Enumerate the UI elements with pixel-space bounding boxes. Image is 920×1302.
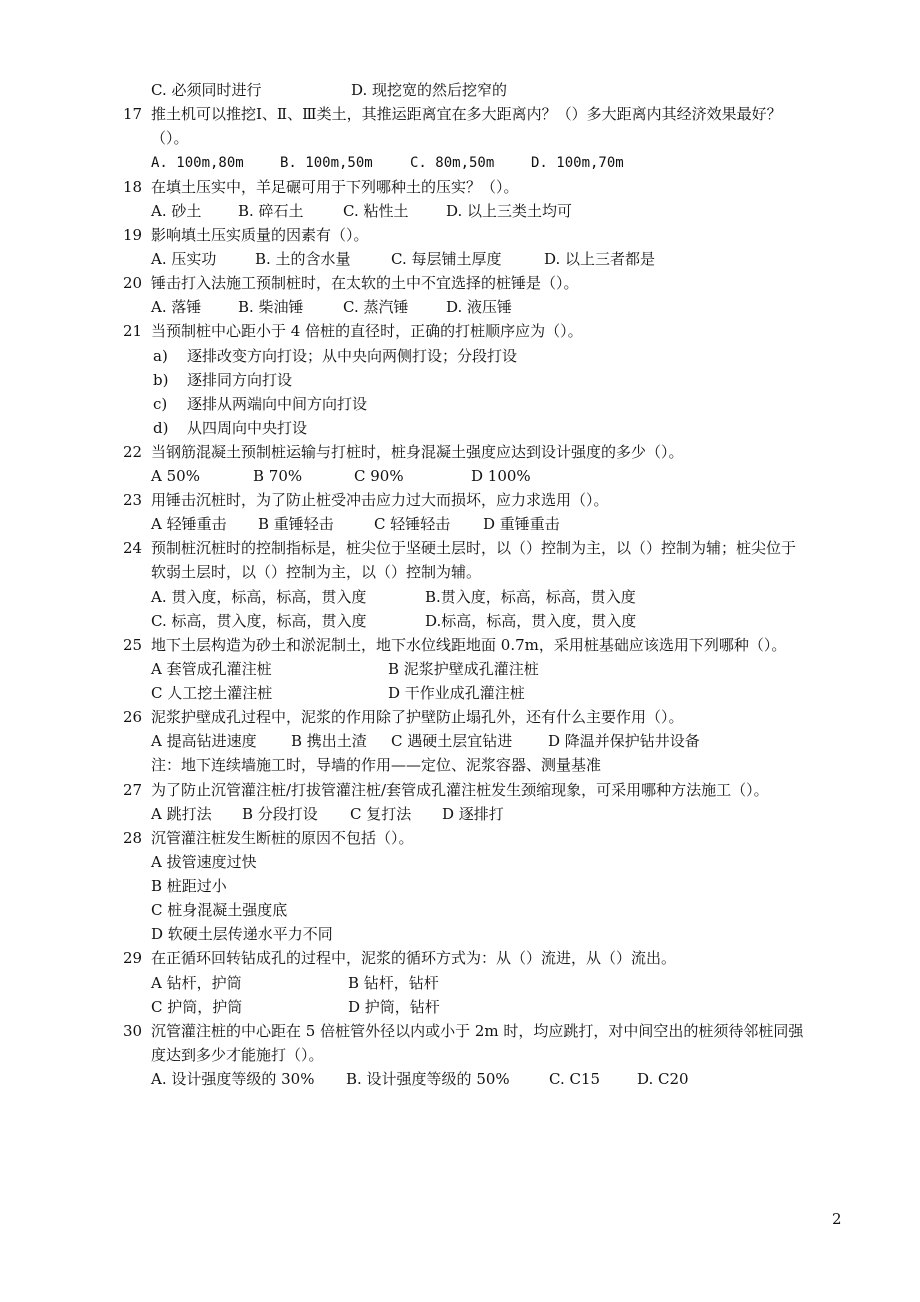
question-number: 27 — [123, 781, 143, 799]
question-text: 在填土压实中，羊足碾可用于下列哪种土的压实？（）。 — [151, 178, 519, 196]
option-b: B. 柴油锤 — [238, 298, 304, 316]
option-d: D. 以上三类土均可 — [446, 202, 573, 220]
option-d: D.标高，标高，贯入度，贯入度 — [425, 612, 637, 630]
question-text: 锤击打入法施工预制桩时，在太软的土中不宜选择的桩锤是（）。 — [151, 274, 579, 292]
question-number: 19 — [123, 226, 143, 244]
question-number: 23 — [123, 491, 143, 509]
option-d: D 软硬土层传递水平力不同 — [151, 925, 333, 943]
sub-text: 逐排改变方向打设；从中央向两侧打设；分段打设 — [187, 347, 518, 365]
sub-label: c) — [153, 395, 168, 413]
question-text: 度达到多少才能施打（）。 — [151, 1046, 324, 1064]
option-c: C 护筒，护筒 — [151, 998, 243, 1016]
option-b: B. 100m,50m — [280, 155, 373, 171]
option-d: D. C20 — [637, 1070, 689, 1088]
note-text: 注：地下连续墙施工时，导墙的作用——定位、泥浆容器、测量基准 — [151, 756, 602, 774]
option-c: C. 80m,50m — [410, 155, 495, 171]
question-text: 地下土层构造为砂土和淤泥制土，地下水位线距地面 0.7m，采用桩基础应该选用下列哪种（）。 — [151, 636, 787, 654]
option-d: D. 100m,70m — [531, 155, 624, 171]
question-text: 泥浆护壁成孔过程中，泥浆的作用除了护壁防止塌孔外，还有什么主要作用（）。 — [151, 708, 684, 726]
question-text: 为了防止沉管灌注桩/打拔管灌注桩/套管成孔灌注桩发生颈缩现象，可采用哪种方法施工（）。 — [151, 781, 769, 799]
option-a: A. 100m,80m — [151, 155, 244, 171]
question-text: 当预制桩中心距小于 4 倍桩的直径时，正确的打桩顺序应为（）。 — [151, 322, 583, 340]
option-a: A 钻杆，护筒 — [151, 974, 242, 992]
question-text: 推土机可以推挖Ⅰ、Ⅱ、Ⅲ类土，其推运距离宜在多大距离内？（）多大距离内其经济效果最好？ — [151, 105, 782, 123]
option-c: C 复打法 — [350, 805, 412, 823]
option-c: C 桩身混凝土强度底 — [151, 901, 288, 919]
option-b: B 分段打设 — [242, 805, 318, 823]
question-text: 在正循环回转钻成孔的过程中，泥浆的循环方式为：从（）流进，从（）流出。 — [151, 949, 677, 967]
question-number: 25 — [123, 636, 143, 654]
option-a: A 轻锤重击 — [151, 515, 227, 533]
question-number: 24 — [123, 539, 143, 557]
option-d: D 逐排打 — [442, 805, 504, 823]
option-b: B. 碎石土 — [238, 202, 304, 220]
option-c: C. 每层铺土厚度 — [391, 250, 502, 268]
question-text: 预制桩沉桩时的控制指标是，桩尖位于坚硬土层时，以（）控制为主，以（）控制为辅；桩尖位于 — [151, 539, 797, 557]
question-number: 18 — [123, 178, 143, 196]
option-a: A 拔管速度过快 — [151, 853, 257, 871]
option-b: B 桩距过小 — [151, 877, 227, 895]
sub-text: 逐排同方向打设 — [187, 371, 293, 389]
question-number: 22 — [123, 443, 143, 461]
option-c: C. C15 — [549, 1070, 601, 1088]
question-number: 20 — [123, 274, 143, 292]
option-c: C. 蒸汽锤 — [343, 298, 409, 316]
option-b: B 泥浆护壁成孔灌注桩 — [388, 660, 539, 678]
question-text: 用锤击沉桩时，为了防止桩受冲击应力过大而损坏，应力求选用（）。 — [151, 491, 609, 509]
option-a: A 提高钻进速度 — [151, 732, 257, 750]
option-a: A 跳打法 — [151, 805, 212, 823]
option-b: B 钻杆，钻杆 — [348, 974, 439, 992]
sub-label: d) — [153, 419, 169, 437]
option-a: A. 压实功 — [151, 250, 217, 268]
option-c: C 轻锤轻击 — [374, 515, 451, 533]
option-b: B 携出土渣 — [291, 732, 367, 750]
question-number: 29 — [123, 949, 143, 967]
question-text: 当钢筋混凝土预制桩运输与打桩时，桩身混凝土强度应达到设计强度的多少（）。 — [151, 443, 684, 461]
question-number: 28 — [123, 829, 143, 847]
option-c: C. 标高，贯入度，标高，贯入度 — [151, 612, 367, 630]
question-number: 17 — [123, 105, 143, 123]
option-c: C 人工挖土灌注桩 — [151, 684, 273, 702]
question-number: 26 — [123, 708, 143, 726]
sub-text: 逐排从两端向中间方向打设 — [187, 395, 368, 413]
question-number: 21 — [123, 322, 143, 340]
question-text: 影响填土压实质量的因素有（）。 — [151, 226, 369, 244]
option-c: C 90% — [354, 467, 404, 485]
option-b: B.贯入度，标高，标高，贯入度 — [425, 588, 636, 606]
option-d: D 100% — [471, 467, 531, 485]
option-c: C. 粘性土 — [343, 202, 409, 220]
option-b: B. 设计强度等级的 50% — [346, 1070, 510, 1088]
question-number: 30 — [123, 1022, 143, 1040]
option-d: D 护筒，钻杆 — [348, 998, 440, 1016]
option-d: D 降温并保护钻井设备 — [548, 732, 700, 750]
sub-text: 从四周向中央打设 — [187, 419, 308, 437]
option-a: A 50% — [151, 467, 200, 485]
sub-label: b) — [153, 371, 169, 389]
question-text: 沉管灌注桩发生断桩的原因不包括（）。 — [151, 829, 414, 847]
option-d: D 干作业成孔灌注桩 — [388, 684, 525, 702]
option-a: A 套管成孔灌注桩 — [151, 660, 272, 678]
page-number: 2 — [832, 1210, 842, 1228]
option-d: D. 以上三者都是 — [544, 250, 656, 268]
option-a: A. 落锤 — [151, 298, 202, 316]
option-b: B. 土的含水量 — [255, 250, 351, 268]
question-text: 软弱土层时，以（）控制为主，以（）控制为辅。 — [151, 563, 482, 581]
question-text: （）。 — [151, 129, 189, 147]
option-c: C 遇硬土层宜钻进 — [391, 732, 513, 750]
sub-label: a) — [153, 347, 168, 365]
option-a: A. 贯入度，标高，标高，贯入度 — [151, 588, 367, 606]
option-a: A. 砂土 — [151, 202, 202, 220]
option-a: A. 设计强度等级的 30% — [151, 1070, 315, 1088]
question-text: 沉管灌注桩的中心距在 5 倍桩管外径以内或小于 2m 时，均应跳打，对中间空出的桩须待邻桩同强 — [151, 1022, 804, 1040]
option-d: D. 液压锤 — [446, 298, 513, 316]
option-b: B 重锤轻击 — [258, 515, 334, 533]
option-d: D 重锤重击 — [483, 515, 560, 533]
option-b: B 70% — [253, 467, 303, 485]
option-d: D. 现挖宽的然后挖窄的 — [351, 81, 508, 99]
option-c: C. 必须同时进行 — [151, 81, 262, 99]
